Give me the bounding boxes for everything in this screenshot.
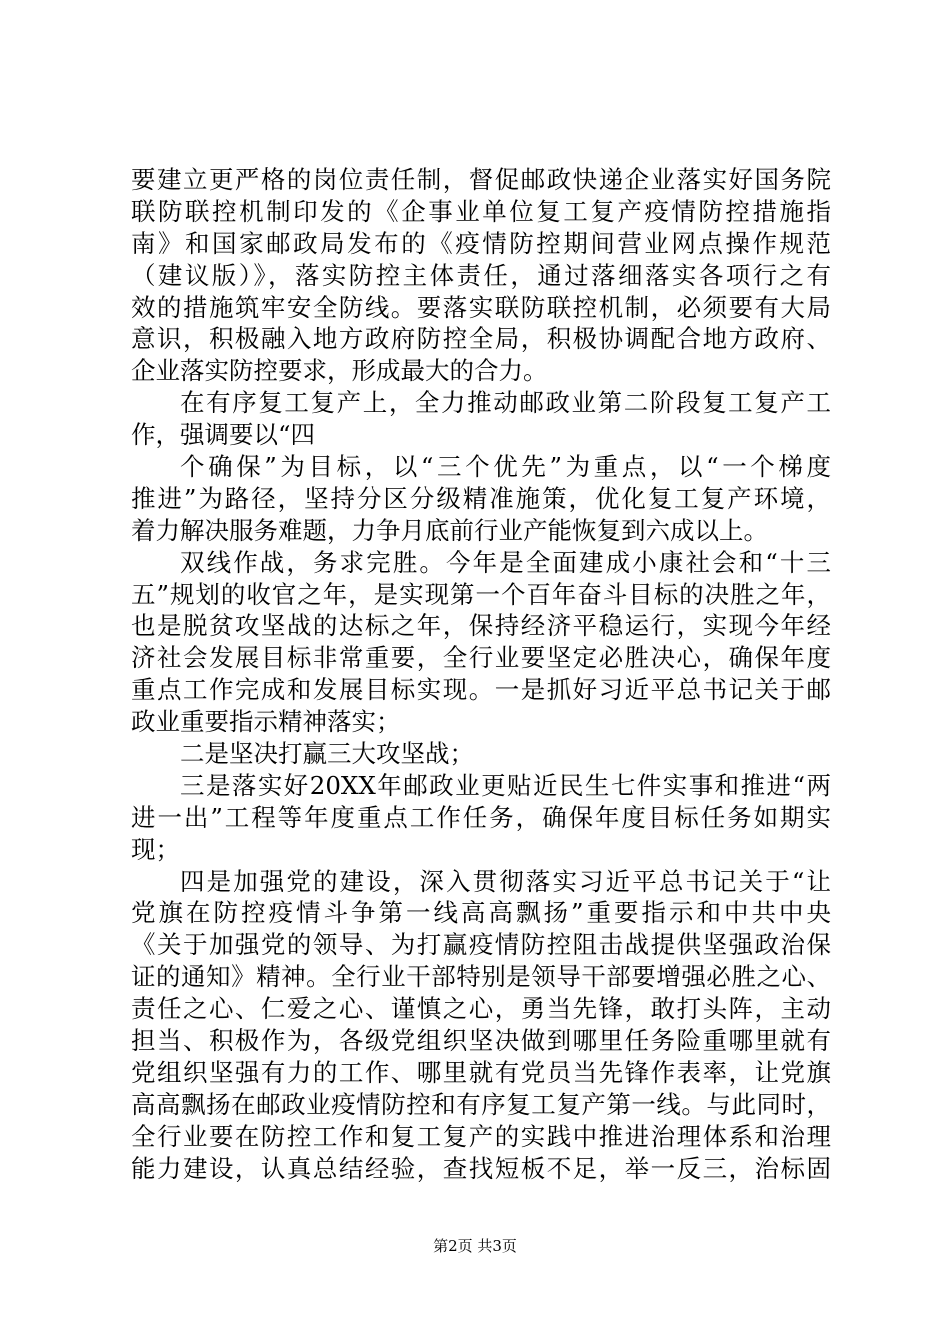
text-line: 也是脱贫攻坚战的达标之年，保持经济平稳运行，实现今年经 bbox=[131, 611, 831, 641]
text-line: 意识，积极融入地方政府防控全局，积极协调配合地方政府、 bbox=[131, 324, 831, 354]
text-line: 个确保”为目标，以“三个优先”为重点，以“一个梯度 bbox=[180, 452, 831, 482]
text-line: 责任之心、仁爱之心、谨慎之心，勇当先锋，敢打头阵，主动 bbox=[131, 994, 831, 1024]
text-line: 作，强调要以“四 bbox=[131, 420, 316, 450]
text-line: 南》和国家邮政局发布的《疫情防控期间营业网点操作规范 bbox=[131, 228, 831, 258]
text-line: 五”规划的收官之年，是实现第一个百年奋斗目标的决胜之年， bbox=[131, 579, 831, 609]
text-line: 证的通知》精神。全行业干部特别是领导干部要增强必胜之心、 bbox=[131, 962, 831, 992]
text-line: 四是加强党的建设，深入贯彻落实习近平总书记关于“让 bbox=[180, 866, 831, 896]
text-line: 《关于加强党的领导、为打赢疫情防控阻击战提供坚强政治保 bbox=[131, 930, 831, 960]
text-line: 党组织坚强有力的工作、哪里就有党员当先锋作表率，让党旗 bbox=[131, 1057, 831, 1087]
text-line: 效的措施筑牢安全防线。要落实联防联控机制，必须要有大局 bbox=[131, 292, 831, 322]
text-line: 企业落实防控要求，形成最大的合力。 bbox=[131, 356, 548, 386]
text-line: 推进”为路径，坚持分区分级精准施策，优化复工复产环境， bbox=[131, 483, 831, 513]
text-line: 政业重要指示精神落实； bbox=[131, 707, 401, 737]
text-line: 重点工作完成和发展目标实现。一是抓好习近平总书记关于邮 bbox=[131, 675, 831, 705]
text-line: 双线作战，务求完胜。今年是全面建成小康社会和“十三 bbox=[180, 547, 831, 577]
page-number-footer: 第2页 共3页 bbox=[433, 1237, 517, 1255]
text-line: 联防联控机制印发的《企事业单位复工复产疫情防控措施指 bbox=[131, 196, 831, 226]
text-line: 三是落实好20XX年邮政业更贴近民生七件实事和推进“两 bbox=[180, 770, 831, 800]
text-line: （建议版）》，落实防控主体责任，通过落细落实各项行之有 bbox=[131, 260, 831, 290]
text-line: 现； bbox=[131, 834, 180, 864]
text-line: 全行业要在防控工作和复工复产的实践中推进治理体系和治理 bbox=[131, 1121, 831, 1151]
text-line: 济社会发展目标非常重要，全行业要坚定必胜决心，确保年度 bbox=[131, 643, 831, 673]
text-line: 党旗在防控疫情斗争第一线高高飘扬”重要指示和中共中央 bbox=[131, 898, 831, 928]
text-line: 在有序复工复产上，全力推动邮政业第二阶段复工复产工 bbox=[180, 388, 831, 418]
text-line: 担当、积极作为，各级党组织坚决做到哪里任务险重哪里就有 bbox=[131, 1026, 831, 1056]
text-line: 能力建设，认真总结经验，查找短板不足，举一反三，治标固 bbox=[131, 1153, 831, 1183]
text-line: 着力解决服务难题，力争月底前行业产能恢复到六成以上。 bbox=[131, 515, 768, 545]
text-line: 进一出”工程等年度重点工作任务，确保年度目标任务如期实 bbox=[131, 802, 831, 832]
text-line: 高高飘扬在邮政业疫情防控和有序复工复产第一线。与此同时， bbox=[131, 1089, 831, 1119]
document-body bbox=[131, 164, 831, 1185]
text-line: 要建立更严格的岗位责任制，督促邮政快递企业落实好国务院 bbox=[131, 165, 831, 194]
text-line: 二是坚决打赢三大攻坚战； bbox=[180, 739, 474, 769]
